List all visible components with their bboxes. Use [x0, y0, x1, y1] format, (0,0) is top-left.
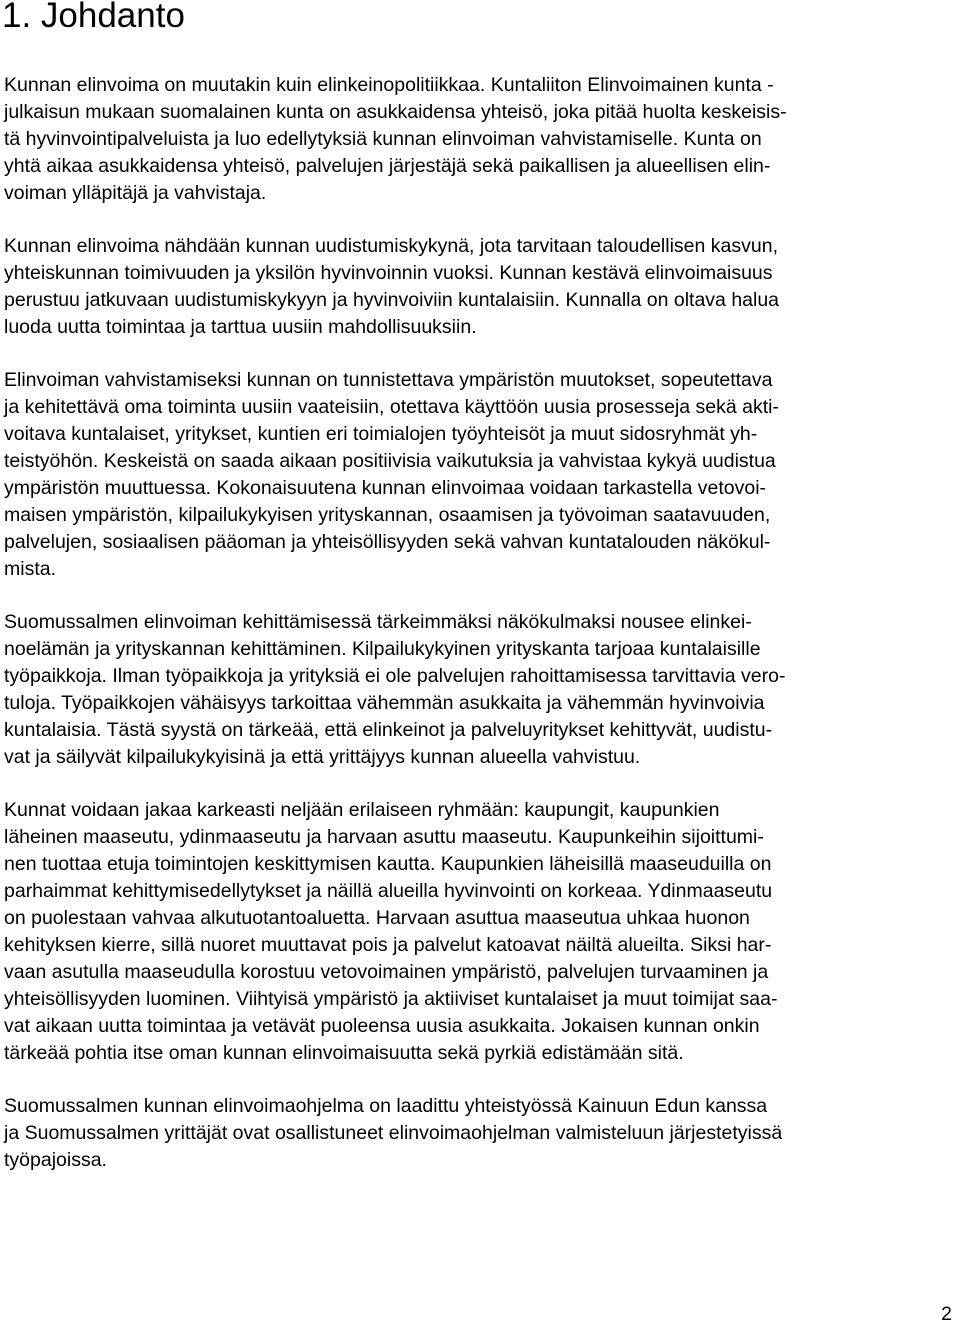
text-line: Suomussalmen kunnan elinvoimaohjelma on laadittu yhteistyössä Kainuun Edun kanssa [4, 1095, 768, 1117]
text-line: vaan asutulla maaseudulla korostuu vetovoimainen ympäristö, palvelujen turvaaminen ja [4, 961, 769, 983]
text-line: tä hyvinvointipalveluista ja luo edellytyksiä kunnan elinvoiman vahvistamiselle. Kunta on [4, 128, 762, 150]
text-line: yhteisöllisyyden luominen. Viihtyisä ympäristö ja aktiiviset kuntalaiset ja muut toimijat saa- [4, 988, 778, 1010]
text-line: Elinvoiman vahvistamiseksi kunnan on tunnistettava ympäristön muutokset, sopeutettava [4, 369, 773, 391]
text-line: Kunnan elinvoima on muutakin kuin elinkeinopolitiikkaa. Kuntaliiton Elinvoimainen kunta - [4, 74, 774, 96]
text-line: palvelujen, sosiaalisen pääoman ja yhteisöllisyyden sekä vahvan kuntatalouden näkökul- [4, 531, 771, 553]
text-line: on puolestaan vahvaa alkutuotantoaluetta. Harvaan asuttua maaseutua uhkaa huonon [4, 907, 750, 929]
text-line: maisen ympäristön, kilpailukykyisen yrityskannan, osaamisen ja työvoiman saatavuuden, [4, 504, 771, 526]
page-heading: 1. Johdanto [2, 0, 185, 35]
text-line: luoda uutta toimintaa ja tarttua uusiin mahdollisuuksiin. [4, 316, 477, 338]
paragraph [4, 609, 956, 771]
text-line: työpajoissa. [4, 1149, 107, 1171]
text-line: perustuu jatkuvaan uudistumiskykyyn ja hyvinvoiviin kuntalaisiin. Kunnalla on oltava halua [4, 289, 780, 311]
text-line: tuloja. Työpaikkojen vähäisyys tarkoittaa vähemmän asukkaita ja vähemmän hyvinvoivia [4, 692, 765, 714]
text-line: läheinen maaseutu, ydinmaaseutu ja harvaan asuttu maaseutu. Kaupunkeihin sijoittumi- [4, 826, 764, 848]
text-line: tärkeää pohtia itse oman kunnan elinvoimaisuutta sekä pyrkiä edistämään sitä. [4, 1042, 684, 1064]
body-text [4, 72, 956, 1200]
text-line: julkaisun mukaan suomalainen kunta on asukkaidensa yhteisö, joka pitää huolta keskeisis- [4, 101, 787, 123]
text-line: vat ja säilyvät kilpailukykyisinä ja että yrittäjyys kunnan alueella vahvistuu. [4, 746, 641, 768]
paragraph [4, 367, 956, 583]
paragraph [4, 72, 956, 207]
text-line: parhaimmat kehittymisedellytykset ja näillä alueilla hyvinvointi on korkeaa. Ydinmaaseutu [4, 880, 773, 902]
paragraph [4, 233, 956, 341]
text-line: Kunnat voidaan jakaa karkeasti neljään erilaiseen ryhmään: kaupungit, kaupunkien [4, 799, 720, 821]
text-line: ja kehitettävä oma toiminta uusiin vaateisiin, otettava käyttöön uusia prosesseja sekä akti- [4, 396, 780, 418]
page-number: 2 [941, 1303, 952, 1325]
text-line: mista. [4, 558, 57, 580]
text-line: noelämän ja yrityskannan kehittäminen. Kilpailukykyinen yrityskanta tarjoaa kuntalaisille [4, 638, 761, 660]
paragraph [4, 1093, 956, 1174]
text-line: Kunnan elinvoima nähdään kunnan uudistumiskykynä, jota tarvitaan taloudellisen kasvun, [4, 235, 778, 257]
text-line: voiman ylläpitäjä ja vahvistaja. [4, 182, 267, 204]
text-line: Suomussalmen elinvoiman kehittämisessä tärkeimmäksi näkökulmaksi nousee elinkei- [4, 611, 752, 633]
text-line: ja Suomussalmen yrittäjät ovat osallistuneet elinvoimaohjelman valmisteluun järjestetyissä [4, 1122, 783, 1144]
text-line: kehityksen kierre, sillä nuoret muuttavat pois ja palvelut katoavat näiltä alueilta. Siksi har- [4, 934, 772, 956]
text-line: nen tuottaa etuja toimintojen keskittymisen kautta. Kaupunkien läheisillä maaseuduilla on [4, 853, 772, 875]
text-line: ympäristön muuttuessa. Kokonaisuutena kunnan elinvoimaa voidaan tarkastella vetovoi- [4, 477, 767, 499]
text-line: kuntalaisia. Tästä syystä on tärkeää, että elinkeinot ja palveluyritykset kehittyvät, uudistu- [4, 719, 773, 741]
text-line: työpaikkoja. Ilman työpaikkoja ja yrityksiä ei ole palvelujen rahoittamisessa tarvittavia vero- [4, 665, 786, 687]
text-line: teistyöhön. Keskeistä on saada aikaan positiivisia vaikutuksia ja vahvistaa kykyä uudistua [4, 450, 776, 472]
text-line: voitava kuntalaiset, yritykset, kuntien eri toimialojen työyhteisöt ja muut sidosryhmät yh- [4, 423, 758, 445]
text-line: yhtä aikaa asukkaidensa yhteisö, palvelujen järjestäjä sekä paikallisen ja alueellisen elin- [4, 155, 771, 177]
text-line: vat aikaan uutta toimintaa ja vetävät puoleensa uusia asukkaita. Jokaisen kunnan onkin [4, 1015, 760, 1037]
text-line: yhteiskunnan toimivuuden ja yksilön hyvinvoinnin vuoksi. Kunnan kestävä elinvoimaisuus [4, 262, 773, 284]
paragraph [4, 797, 956, 1067]
